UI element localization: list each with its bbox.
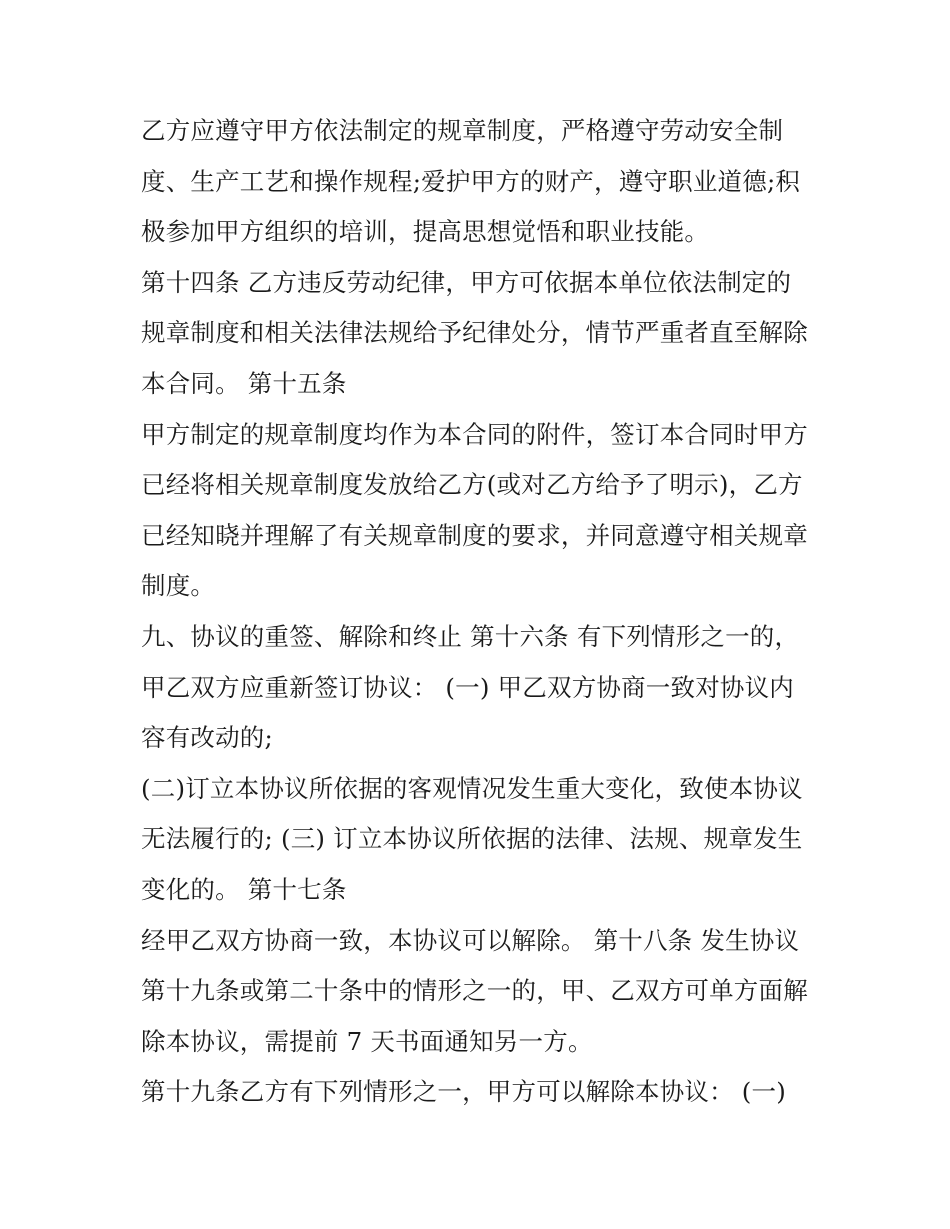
text-line-8: 已经将相关规章制度发放给乙方(或对乙方给予了明示)，乙方 <box>141 470 803 500</box>
text-line-1: 乙方应遵守甲方依法制定的规章制度，严格遵守劳动安全制 <box>141 116 784 145</box>
text-line-18: 第十九条或第二十条中的情形之一的，甲、乙双方可单方面解 <box>141 976 808 1006</box>
text-line-17: 经甲乙双方协商一致，本协议可以解除。 第十八条 发生协议 <box>141 925 800 955</box>
text-line-10: 制度。 <box>141 571 216 601</box>
text-line-2: 度、生产工艺和操作规程;爱护甲方的财产，遵守职业道德;积 <box>141 166 801 196</box>
text-line-15: 无法履行的; (三) 订立本协议所依据的法律、法规、规章发生 <box>141 824 803 854</box>
text-line-19: 除本协议，需提前 7 天书面通知另一方。 <box>141 1026 593 1056</box>
text-line-9: 已经知晓并理解了有关规章制度的要求，并同意遵守相关规章 <box>141 520 808 550</box>
text-line-11: 九、协议的重签、解除和终止 第十六条 有下列情形之一的， <box>141 621 800 651</box>
text-line-20: 第十九条乙方有下列情形之一，甲方可以解除本协议： (一) <box>141 1077 787 1107</box>
text-line-5: 规章制度和相关法律法规给予纪律处分，情节严重者直至解除 <box>141 318 808 348</box>
text-line-7: 甲方制定的规章制度均作为本合同的附件，签订本合同时甲方 <box>141 419 808 449</box>
document-body <box>141 106 831 1118</box>
text-line-3: 极参加甲方组织的培训，提高思想觉悟和职业技能。 <box>141 217 710 247</box>
text-line-6: 本合同。 第十五条 <box>141 368 347 398</box>
text-line-12: 甲乙双方应重新签订协议： (一) 甲乙双方协商一致对协议内 <box>141 672 794 702</box>
text-line-4: 第十四条 乙方违反劳动纪律，甲方可依据本单位依法制定的 <box>141 267 792 297</box>
text-line-14: (二)订立本协议所依据的客观情况发生重大变化，致使本协议 <box>141 773 803 803</box>
text-line-16: 变化的。 第十七条 <box>141 874 347 904</box>
text-line-13: 容有改动的; <box>141 723 273 753</box>
